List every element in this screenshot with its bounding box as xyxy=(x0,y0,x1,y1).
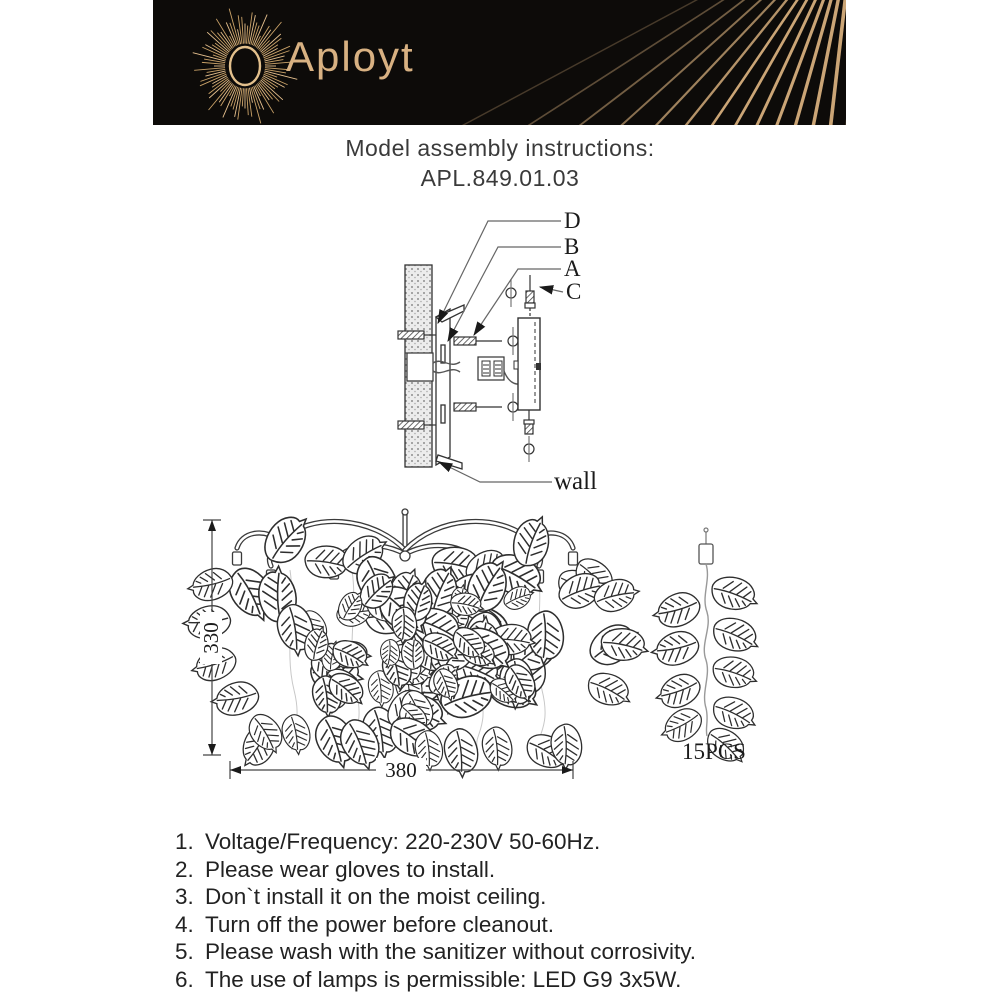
brand-logo-text: Aployt xyxy=(286,33,415,80)
item-text: Don`t install it on the moist ceiling. xyxy=(205,884,547,910)
terminal-block xyxy=(478,357,504,380)
item-number: 4. xyxy=(175,911,194,937)
brand-banner xyxy=(153,0,846,125)
model-number: APL.849.01.03 xyxy=(420,165,580,191)
item-text: Turn off the power before cleanout. xyxy=(205,911,554,937)
mounting-bracket xyxy=(436,305,464,469)
sunburst-logo-icon xyxy=(153,0,846,125)
wall-section xyxy=(405,265,433,467)
label-d: D xyxy=(564,208,581,233)
instruction-list xyxy=(175,828,696,994)
fixture-backplate xyxy=(514,318,541,410)
list-item xyxy=(175,856,696,884)
bottom-screw xyxy=(524,410,534,462)
leaf-strand xyxy=(648,528,764,771)
height-dimension-label: 330 xyxy=(199,622,223,654)
item-text: Please wear gloves to install. xyxy=(205,856,496,882)
item-number: 6. xyxy=(175,966,194,992)
item-number: 5. xyxy=(175,939,194,965)
label-c: C xyxy=(566,279,582,304)
strand-count-label: 15PCS xyxy=(682,739,746,764)
item-number: 3. xyxy=(175,884,194,910)
page-title: Model assembly instructions: xyxy=(345,135,655,161)
wall-label: wall xyxy=(554,468,598,495)
item-text: The use of lamps is permissible: LED G9 3x5W. xyxy=(205,966,682,992)
list-item xyxy=(175,938,696,966)
label-b: B xyxy=(564,234,580,259)
list-item xyxy=(175,911,696,939)
chandelier-diagram xyxy=(140,500,820,810)
list-item xyxy=(175,828,696,856)
list-item xyxy=(175,966,696,994)
item-text: Voltage/Frequency: 220-230V 50-60Hz. xyxy=(205,829,601,854)
part-leaders xyxy=(438,221,563,341)
item-number: 1. xyxy=(175,829,194,854)
width-dimension-label: 380 xyxy=(385,758,417,782)
item-number: 2. xyxy=(175,856,194,882)
list-item xyxy=(175,883,696,911)
item-text: Please wash with the sanitizer without corrosivity. xyxy=(205,939,697,965)
wall-mount-diagram xyxy=(380,195,620,505)
title-block xyxy=(0,135,1000,192)
label-a: A xyxy=(564,256,581,281)
